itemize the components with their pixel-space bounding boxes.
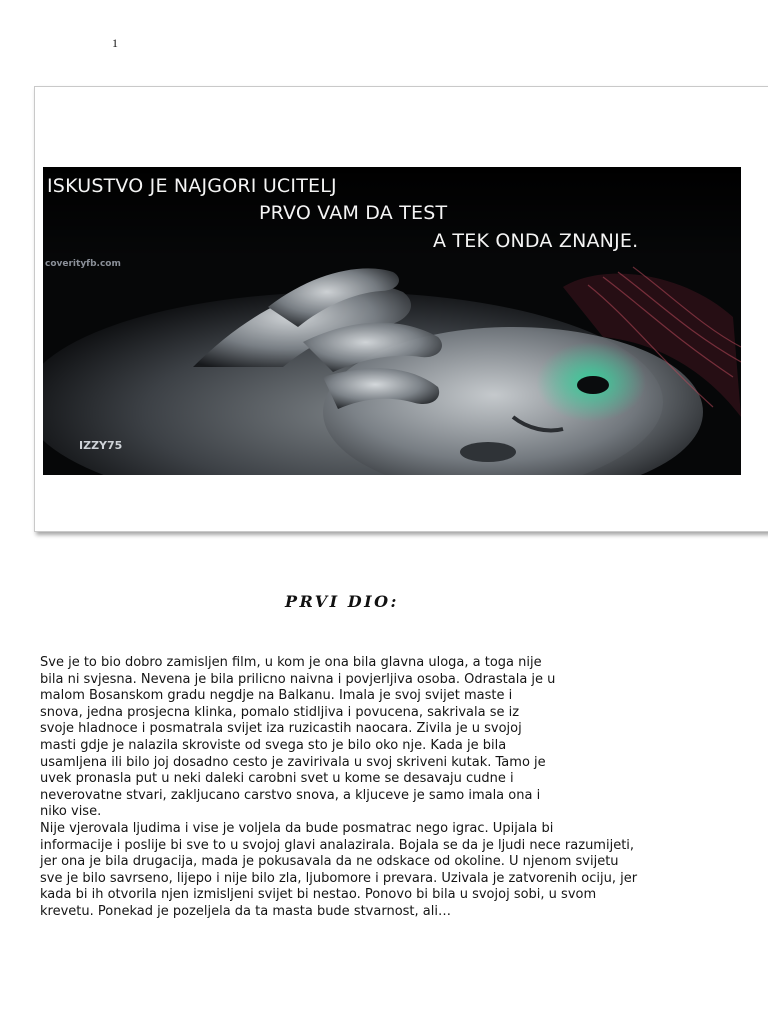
- cover-watermark: coverityfb.com: [45, 259, 121, 269]
- cover-line-2: PRVO VAM DA TEST: [259, 202, 448, 224]
- cover-image-frame: [34, 86, 768, 532]
- cover-signature: IZZY75: [79, 439, 123, 452]
- body-text: [40, 655, 760, 921]
- cover-banner-image: [43, 167, 741, 475]
- page-number: 1: [112, 36, 118, 50]
- paragraph-1: Sve je to bio dobro zamisljen film, u kom je ona bila glavna uloga, a toga nije bila ni svjesna. Nevena je bila prilicno naivna i povjerljiva osoba. Odrastala je u malom Bosanskom gradu negdje na Balkanu. Imala je svoj svijet maste i snova, jedna prosjecna klinka, pomalo stidljiva i povucena, sakrivala se iz svoje hladnoce i posmatrala svijet iza ruzicastih naocara. Zivila je u svojoj masti gdje je nalazila skroviste od svega sto je bilo oko nje. Kada je bila usamljena ili bilo joj dosadno cesto je zavirivala u svoj skriveni kutak. Tamo je uvek pronasla put u neki daleki carobni svet u kome se desavaju cudne i neverovatne stvari, zakljucano carstvo snova, a kljuceve je samo imala ona i niko vise.: [40, 655, 556, 820]
- paragraph-2: Nije vjerovala ljudima i vise je voljela da bude posmatrac nego igrac. Upijala bi informacije i poslije bi sve to u svojoj glavi analazirala. Bojala se da je ljudi nece razumijeti, jer ona je bila drugacija, mada je pokusavala da ne odskace od okoline. U njenom svijetu sve je bilo savrseno, lijepo i nije bilo zla, ljubomore i prevara. Uzivala je zatvorenih ociju, jer kada bi ih otvorila njen izmisljeni svijet bi nestao. Ponovo bi bila u svojoj sobi, u svom krevetu. Ponekad je pozeljela da ta masta bude stvarnost, ali…: [40, 820, 638, 919]
- section-title: PRVI DIO:: [285, 592, 399, 611]
- cover-line-3: A TEK ONDA ZNANJE.: [433, 230, 639, 252]
- cover-line-1: ISKUSTVO JE NAJGORI UCITELJ: [47, 175, 337, 197]
